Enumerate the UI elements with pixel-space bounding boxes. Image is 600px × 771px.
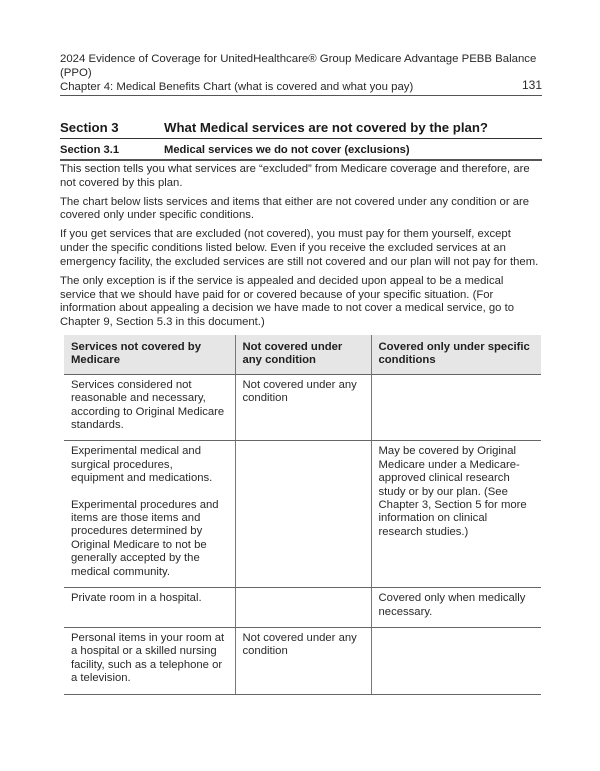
table-header-row — [64, 335, 541, 374]
chapter-row — [60, 80, 542, 94]
header-divider — [60, 95, 542, 96]
service-cell — [64, 441, 235, 588]
service-cell — [64, 588, 235, 628]
covered-specific-cell: May be covered by Original Medicare under a Medicare-approved clinical research study or by our plan. (See Chapter 3, Section 5 for more information on clinical research studies.) — [371, 441, 541, 588]
not-covered-cell: Not covered under any condition — [235, 627, 371, 694]
table-row — [64, 627, 541, 694]
column-header-not-covered: Not covered under any condition — [235, 335, 371, 374]
section-number: Section 3 — [60, 120, 119, 135]
paragraph: If you get services that are excluded (not covered), you must pay for them yourself, except under the specific conditions listed below. Even if you receive the excluded services at an emergency facility, the excluded services are still not covered and our plan will not pay for them. — [60, 228, 539, 268]
column-header-service: Services not covered by Medicare — [64, 335, 235, 374]
not-covered-cell: Not covered under any condition — [235, 374, 371, 441]
subsection-number: Section 3.1 — [60, 144, 120, 156]
not-covered-cell — [235, 588, 371, 628]
intro-text — [60, 163, 542, 335]
subsection-title: Medical services we do not cover (exclusions) — [164, 144, 410, 156]
covered-specific-cell — [371, 627, 541, 694]
paragraph: This section tells you what services are “excluded” from Medicare coverage and therefore, are not covered by this plan. — [60, 163, 530, 189]
table-row — [64, 374, 541, 441]
chapter-title: Chapter 4: Medical Benefits Chart (what is covered and what you pay) — [60, 81, 414, 94]
service-note: Experimental procedures and items are those items and procedures determined by Original Medicare to not be generally accepted by the medical community. — [71, 498, 219, 578]
table-row — [64, 588, 541, 628]
column-header-covered-specific: Covered only under specific conditions — [371, 335, 541, 374]
document-title: 2024 Evidence of Coverage for UnitedHealthcare® Group Medicare Advantage PEBB Balance (PPO) — [60, 53, 537, 80]
service-text: Experimental medical and surgical procedures, equipment and medications. — [71, 445, 213, 485]
service-cell — [64, 627, 235, 694]
subsection-heading — [60, 144, 542, 156]
section-heading — [60, 120, 542, 135]
covered-specific-cell — [371, 374, 541, 441]
not-covered-cell — [235, 441, 371, 588]
page-number: 131 — [521, 78, 542, 93]
service-text: Private room in a hospital. — [71, 592, 202, 605]
service-text: Services considered not reasonable and necessary, according to Original Medicare standards. — [71, 378, 225, 432]
service-text: Personal items in your room at a hospital or a skilled nursing facility, such as a telephone or a television. — [71, 631, 225, 685]
section-title: What Medical services are not covered by the plan? — [164, 120, 488, 135]
running-header — [60, 52, 542, 95]
covered-specific-cell: Covered only when medically necessary. — [371, 588, 541, 628]
table-row — [64, 441, 541, 588]
section-divider — [60, 138, 542, 139]
paragraph: The only exception is if the service is appealed and decided upon appeal to be a medical service that we should have paid for or covered because of your specific situation. (For information about appealing a decision we have made to not cover a medical service, go to Chapter 9, Section 5.3 in this document.) — [60, 274, 515, 328]
subsection-divider — [60, 159, 542, 161]
exclusions-table — [64, 335, 541, 695]
service-cell — [64, 374, 235, 441]
paragraph: The chart below lists services and items that either are not covered under any condition or are covered only under specific conditions. — [60, 195, 530, 222]
